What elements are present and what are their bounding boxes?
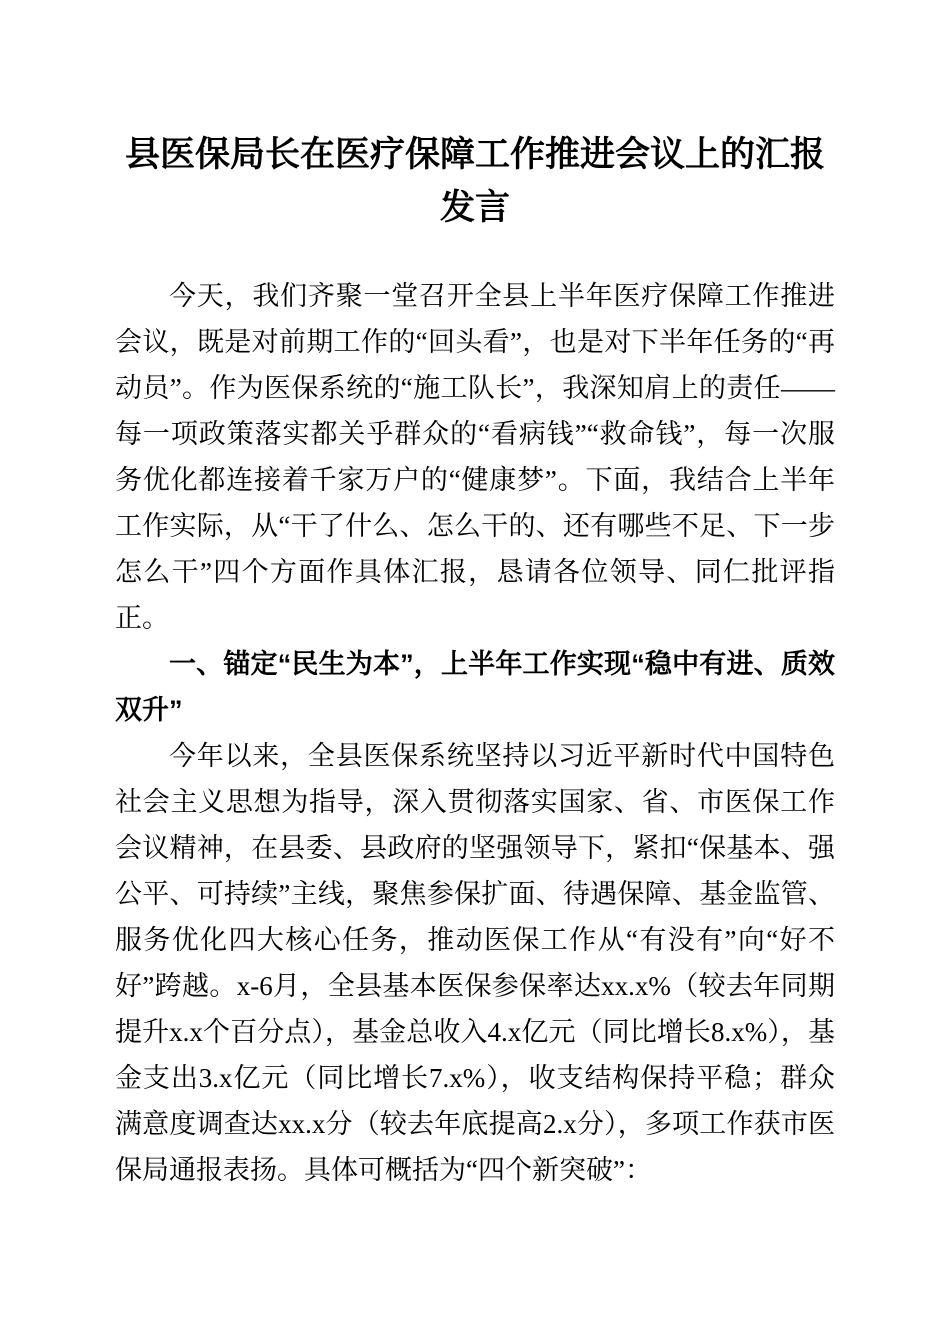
section-1-heading: 一、锚定“民生为本”，上半年工作实现“稳中有进、质效双升” <box>115 649 835 725</box>
document-title: 县医保局长在医疗保障工作推进会议上的汇报发言 <box>124 135 825 227</box>
intro-paragraph: 今天，我们齐聚一堂召开全县上半年医疗保障工作推进会议，既是对前期工作的“回头看”，也是对下半年任务的“再动员”。作为医保系统的“施工队长”，我深知肩上的责任——每一项政策落实都关乎群众的“看病钱”“救命钱”，每一次服务优化都连接着千家万户的“健康梦”。下面，我结合上半年工作实际，从“干了什么、怎么干的、还有哪些不足、下一步怎么干”四个方面作具体汇报，恳请各位领导、同仁批评指正。 <box>115 281 835 633</box>
section-1-paragraph: 今年以来，全县医保系统坚持以习近平新时代中国特色社会主义思想为指导，深入贯彻落实国家、省、市医保工作会议精神，在县委、县政府的坚强领导下，紧扣“保基本、强公平、可持续”主线，聚焦参保扩面、待遇保障、基金监管、服务优化四大核心任务，推动医保工作从“有没有”向“好不好”跨越。x-6月，全县基本医保参保率达xx.x%（较去年同期提升x.x个百分点），基金总收入4.x亿元（同比增长8.x%），基金支出3.x亿元（同比增长7.x%），收支结构保持平稳；群众满意度调查达xx.x分（较去年底提高2.x分），多项工作获市医保局通报表扬。具体可概括为“四个新突破”： <box>115 741 835 1185</box>
